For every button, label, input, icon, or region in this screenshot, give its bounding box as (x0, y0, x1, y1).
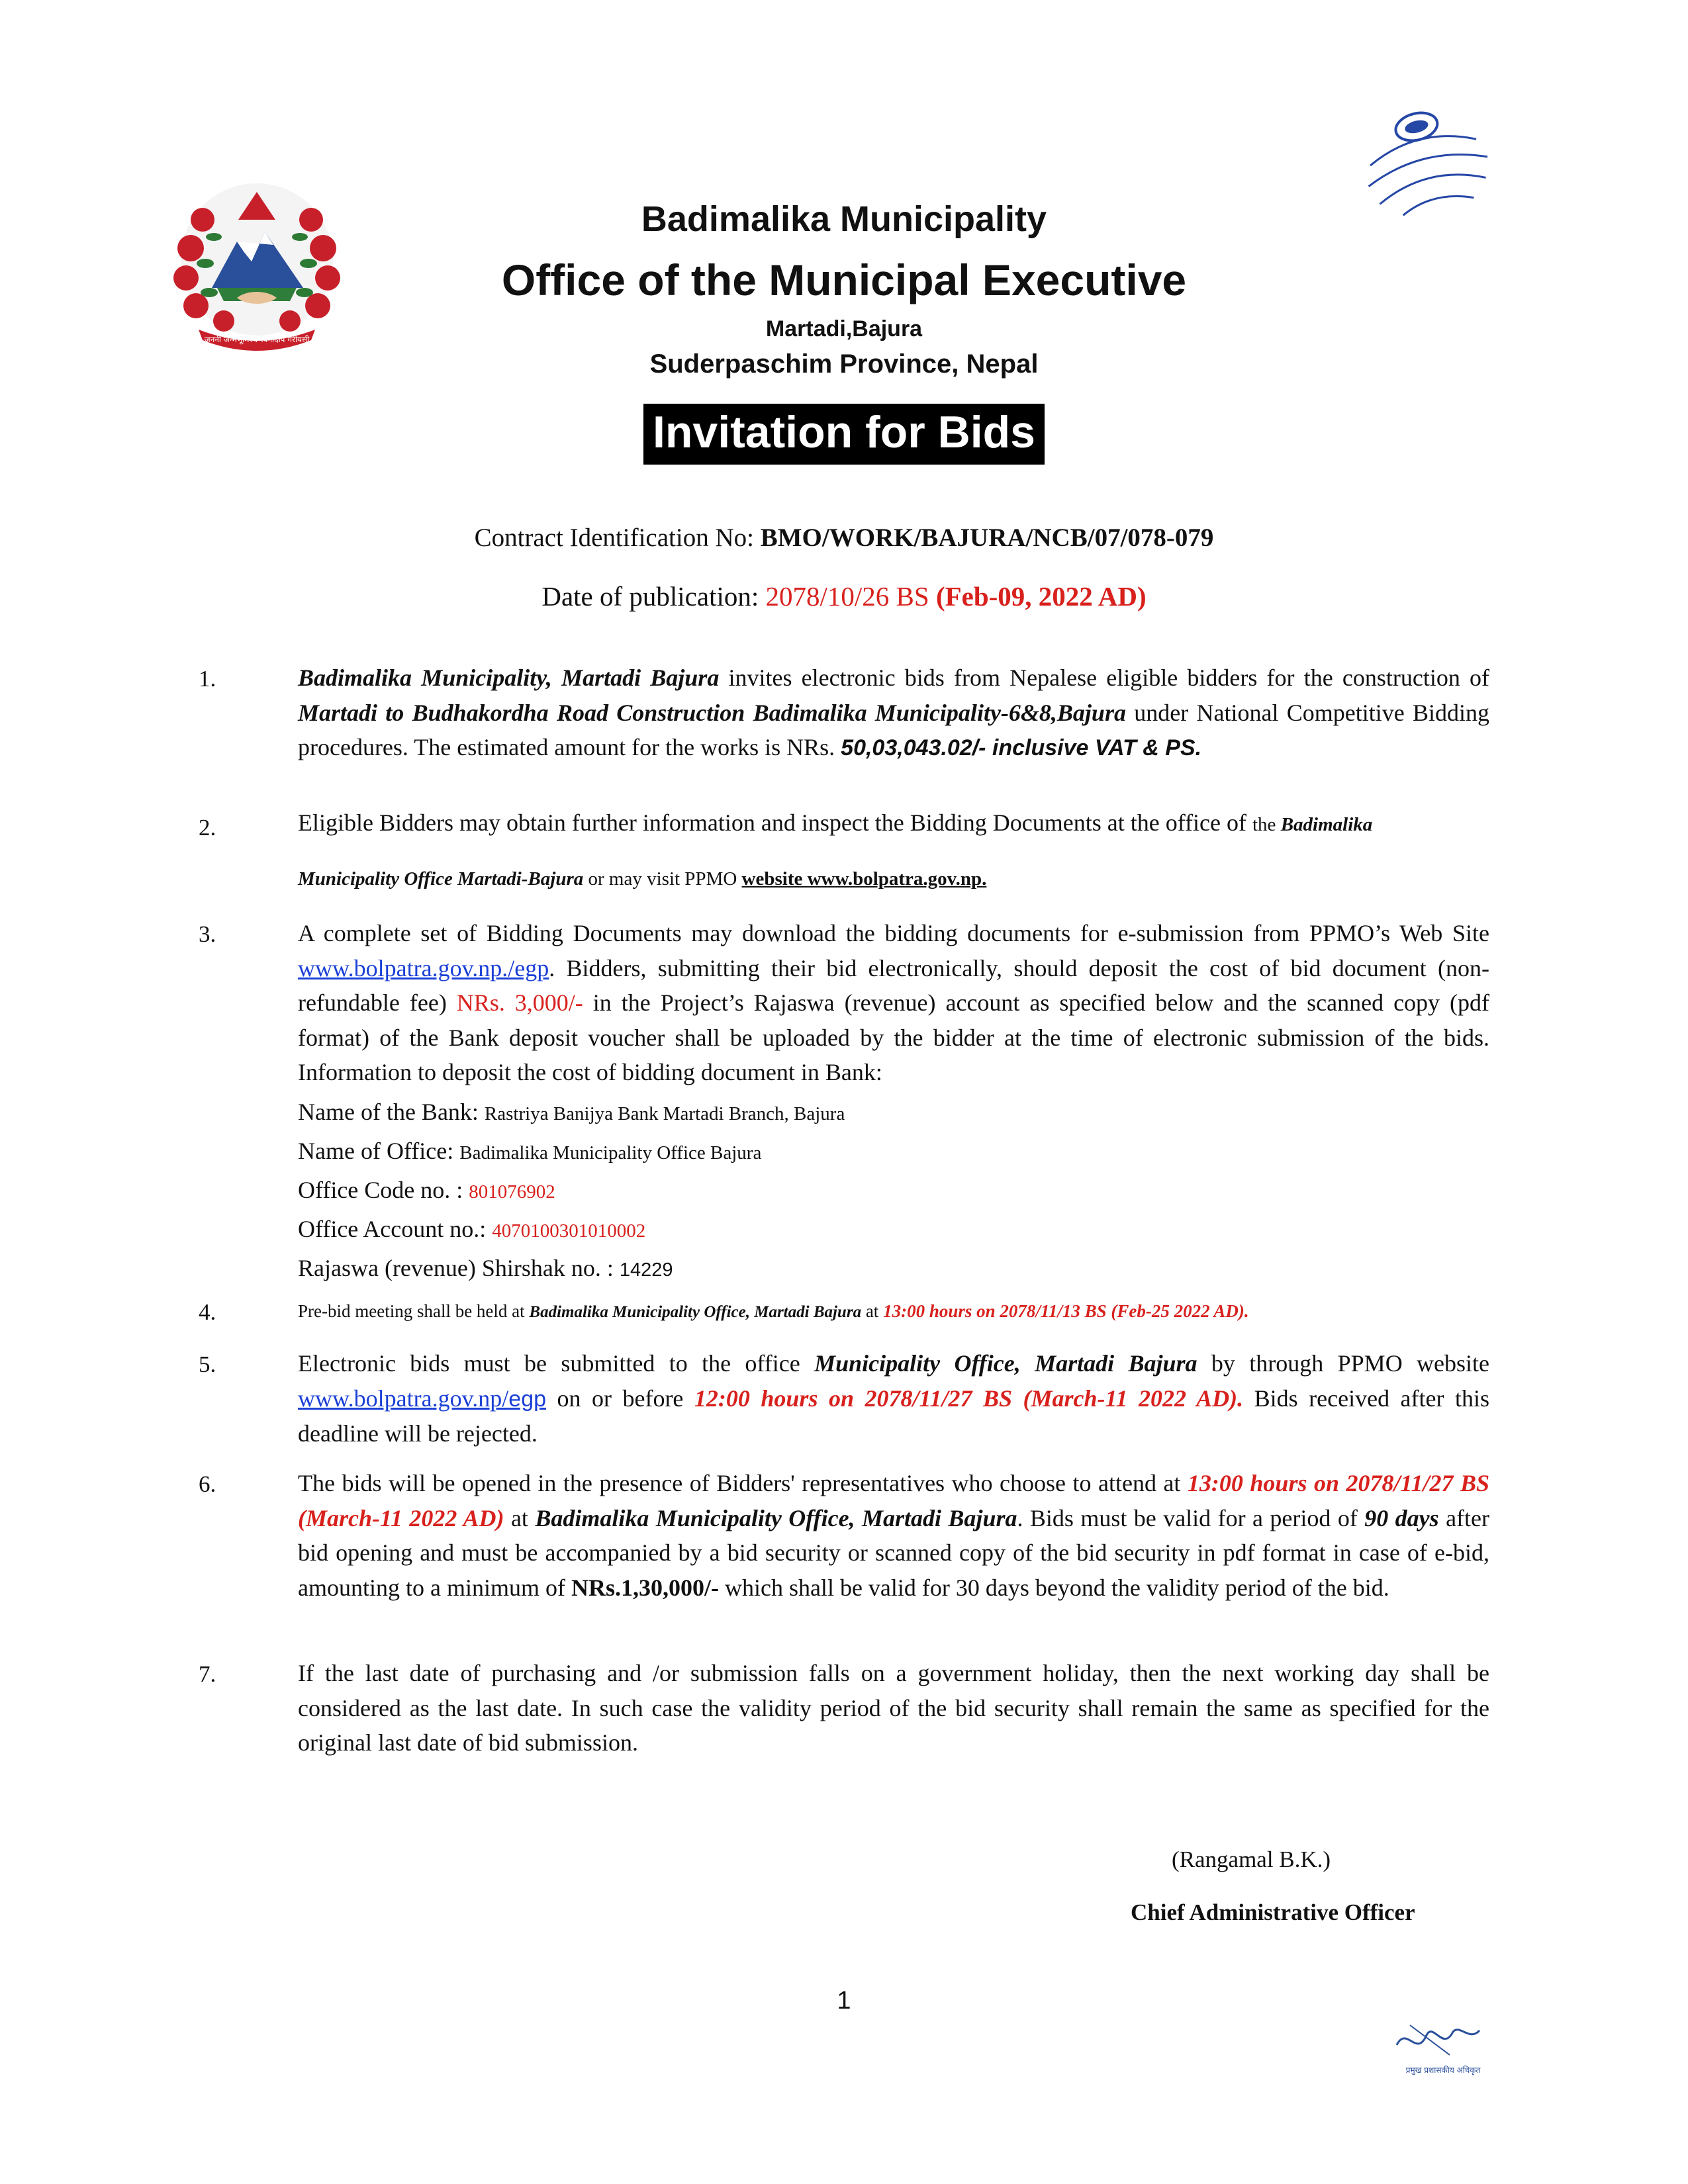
item-text: after bid opening and must be accompanied by a bid security or scanned copy of the bid security in pdf format in case of e-bid, amounting to a minimum of (298, 1504, 1490, 1601)
item-text: A complete set of Bidding Documents may download the bidding documents for e-submission from PPMO’s Web Site (298, 920, 1489, 946)
prebid-time: 13:00 hours on 2078/11/13 BS (Feb-25 2022 AD). (883, 1301, 1249, 1321)
office-address: Martadi,Bajura (765, 316, 923, 341)
ppmo-egp-link-suffix[interactable]: egp (508, 1386, 547, 1412)
contract-identification (0, 523, 1688, 553)
item-text: the (1252, 814, 1281, 835)
opening-time: 13:00 hours on 2078/11/27 BS (March-11 2022 AD) (298, 1470, 1490, 1531)
emblem-motto: जननी जन्मभूमिश्च स्वर्गादपि गरीयसी (204, 335, 310, 344)
item-number: 1. (199, 666, 216, 692)
office-account-label: Office Account no.: (298, 1216, 492, 1242)
initials-caption: प्रमुख प्रशासकीय अधिकृत (1405, 2066, 1481, 2075)
submission-office: Municipality Office, Martadi Bajura (814, 1350, 1197, 1377)
bidder-name: Badimalika Municipality, Martadi Bajura (298, 664, 720, 691)
office-account-value: 4070100301010002 (492, 1220, 646, 1242)
item-text: Pre-bid meeting shall be held at (298, 1301, 530, 1321)
office-code-line (298, 1176, 555, 1204)
item-text: on or before (546, 1385, 694, 1412)
project-name: Martadi to Budhakordha Road Construction Badimalika Municipality-6&8,Bajura (298, 699, 1126, 726)
notice-title-wrap (0, 404, 1688, 465)
item-text: at (861, 1301, 884, 1321)
province-line: Suderpaschim Province, Nepal (649, 349, 1039, 379)
seal-text: बडिमालिका नगरकार्यपालिकाको कार्यालय मार्तडी, बाजुरा सुदूरपश्चिम प्रदेश २०७३ (1344, 99, 1364, 100)
bank-name-value: Rastriya Banijya Bank Martadi Branch, Bajura (484, 1103, 845, 1124)
item-number: 4. (199, 1299, 216, 1325)
item-number: 7. (199, 1661, 216, 1687)
item-text: Eligible Bidders may obtain further information and inspect the Bidding Documents at the office of (298, 809, 1252, 836)
item-text: . Bids must be valid for a period of (1017, 1504, 1365, 1531)
publication-date-ad: (Feb-09, 2022 AD) (935, 581, 1147, 612)
item-text: under National Competitive Bidding procedures. The estimated amount for the works is NRs. (298, 699, 1490, 760)
item-text: by through PPMO website (1197, 1350, 1490, 1377)
office-name-label: Name of Office: (298, 1138, 460, 1164)
initials-signature-icon (1370, 2012, 1516, 2078)
item-text: in the Project’s Rajaswa (revenue) account as specified below and the scanned copy (pdf format) of the Bank deposit voucher shall be uploaded by the bidder at the time of electronic submission of the bids. Information to deposit the cost of bidding document in Bank: (298, 989, 1490, 1085)
item-number: 5. (199, 1351, 216, 1377)
estimated-amount: 50,03,043.02/- inclusive VAT & PS. (841, 735, 1202, 760)
publication-date-bs: 2078/10/26 BS (765, 581, 936, 612)
opening-place: Badimalika Municipality Office, Martadi Bajura (535, 1504, 1017, 1531)
contract-number: BMO/WORK/BAJURA/NCB/07/078-079 (760, 523, 1214, 552)
publication-label: Date of publication: (541, 581, 766, 612)
validity-days: 90 days (1364, 1504, 1439, 1531)
item-number: 3. (199, 921, 216, 947)
item-text: invites electronic bids from Nepalese eligible bidders for the construction of (719, 664, 1489, 691)
item-3-text (298, 916, 1489, 1090)
item-number: 2. (199, 815, 216, 841)
ppmo-website-link[interactable]: website www.bolpatra.gov.np. (741, 868, 987, 889)
signatory-name: (Rangamal B.K.) (1172, 1846, 1331, 1872)
bank-name-line (298, 1098, 845, 1126)
office-code-value: 801076902 (469, 1181, 555, 1203)
office-name: Office of the Municipal Executive (501, 255, 1187, 304)
item-number: 6. (199, 1471, 216, 1497)
item-text: Bids received after this deadline will be rejected. (298, 1385, 1489, 1447)
prebid-place: Badimalika Municipality Office, Martadi Bajura (529, 1303, 862, 1321)
item-2-line-1 (298, 809, 1372, 837)
bid-security-amount: NRs.1,30,000/- (571, 1574, 719, 1601)
egp-website-link[interactable]: www.bolpatra.gov.np./egp (298, 954, 549, 981)
item-2-line-2 (298, 863, 986, 891)
item-text: at (504, 1504, 536, 1531)
item-text: The bids will be opened in the presence of Bidders' representatives who choose to attend at (298, 1470, 1188, 1496)
item-text: Electronic bids must be submitted to the office (298, 1350, 815, 1377)
document-fee: NRs. 3,000/- (456, 989, 583, 1016)
item-5-text (298, 1346, 1489, 1451)
item-4-text (298, 1301, 1249, 1322)
item-text: . Bidders, submitting their bid electronically, should deposit the cost of bid document (non-refundable fee) (298, 954, 1489, 1016)
office-code-label: Office Code no. : (298, 1177, 469, 1203)
item-text: which shall be valid for 30 days beyond the validity period of the bid. (718, 1574, 1389, 1601)
office-name-line (298, 1137, 761, 1165)
rajaswa-line (298, 1254, 673, 1282)
submission-deadline: 12:00 hours on 2078/11/27 BS (March-11 2022 AD). (694, 1385, 1244, 1412)
office-name-part: Badimalika (1280, 814, 1373, 835)
signatory-title: Chief Administrative Officer (1131, 1899, 1415, 1925)
item-text: or may visit PPMO (583, 868, 742, 889)
municipality-name: Badimalika Municipality (641, 199, 1047, 239)
ppmo-egp-link[interactable]: www.bolpatra.gov.np/ (298, 1385, 509, 1412)
item-6-text (298, 1466, 1489, 1605)
office-name-part: Municipality Office Martadi-Bajura (298, 868, 584, 889)
rajaswa-value: 14229 (619, 1259, 673, 1281)
page-number: 1 (837, 1987, 851, 2015)
office-name-value: Badimalika Municipality Office Bajura (459, 1142, 762, 1163)
office-account-line (298, 1215, 645, 1243)
bank-name-label: Name of the Bank: (298, 1099, 485, 1125)
item-1-text (298, 660, 1489, 766)
rajaswa-label: Rajaswa (revenue) Shirshak no. : (298, 1255, 620, 1281)
publication-date (0, 580, 1688, 612)
contract-label: Contract Identification No: (474, 523, 761, 552)
notice-title: Invitation for Bids (643, 404, 1045, 465)
item-7-text: If the last date of purchasing and /or submission falls on a government holiday, then the next working day shall be considered as the last date. In such case the validity period of the bid security shall remain the same as specified for the original last date of bid submission. (298, 1660, 1489, 1756)
